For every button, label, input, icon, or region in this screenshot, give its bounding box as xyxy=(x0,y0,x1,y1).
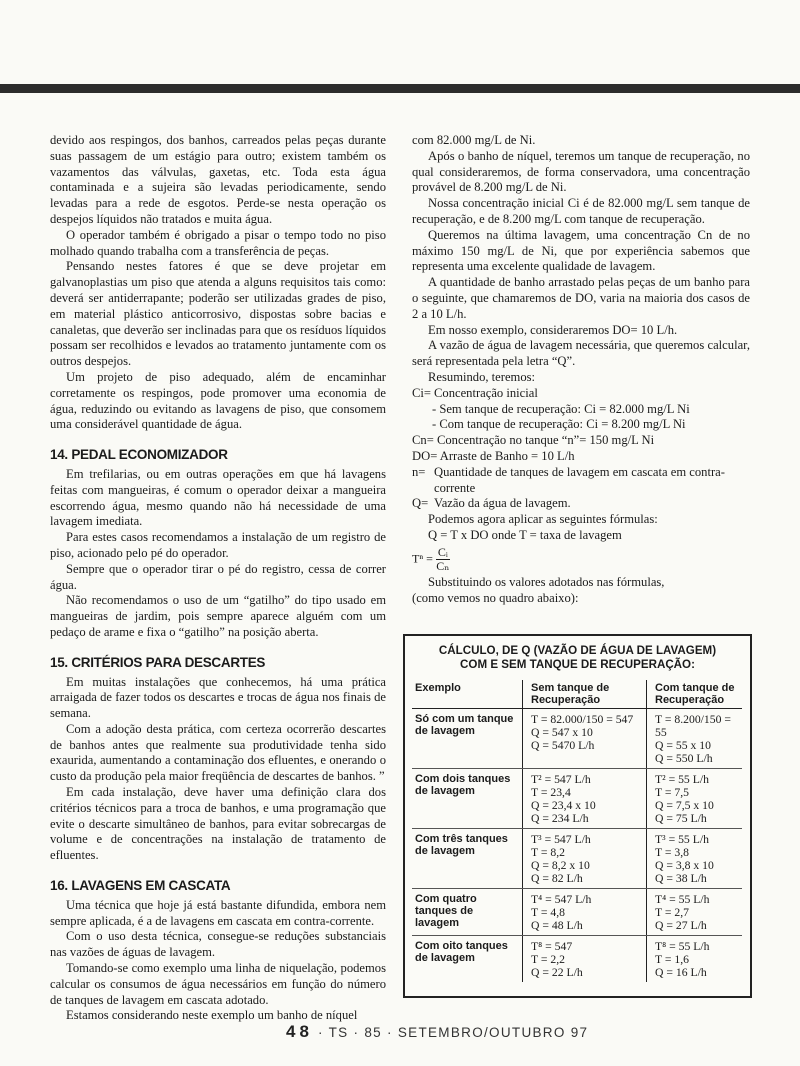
header-rule xyxy=(0,84,800,93)
cell-line: Q = 547 x 10 xyxy=(531,726,593,739)
paragraph: Nossa concentração inicial Ci é de 82.000 mg/L sem tanque de recuperação, e de 8.200 mg/L com tanque de recuperação. xyxy=(412,196,750,226)
cell-line: Q = 38 L/h xyxy=(655,872,707,885)
section-heading-15: 15. CRITÉRIOS PARA DESCARTES xyxy=(50,654,266,670)
paragraph: A vazão de água de lavagem necessária, que queremos calcular, será representada pela letra “Q”. xyxy=(412,338,750,369)
cell-com-tanque xyxy=(647,829,743,889)
column-header: Com tanque de Recuperação xyxy=(647,680,743,709)
table-row xyxy=(412,709,742,769)
paragraph: Estamos considerando neste exemplo um banho de níquel xyxy=(66,1008,358,1023)
paragraph: (como vemos no quadro abaixo): xyxy=(412,590,579,605)
calculation-table-box xyxy=(403,634,752,998)
cell-line: Q = 550 L/h xyxy=(655,752,713,765)
definition-ci-com: - Com tanque de recuperação: Ci = 8.200 mg/L Ni xyxy=(432,417,686,432)
table-row xyxy=(412,889,742,936)
paragraph: devido aos respingos, dos banhos, carreados pelas peças durante suas passagem de um estágio para outro; existem também os vazamentos das válvulas, gaxetas, etc. Toda esta água contaminada e a sujeira são levadas periodicamente, sendo levadas para a rede de esgotos. Perde-se nesta operação os despejos líquidos não tratados e muita água. xyxy=(50,133,386,226)
paragraph: Em trefilarias, ou em outras operações em que há lavagens feitas com mangueiras, é comum o operador deixar a mangueira escorrendo água, mesmo quando não há necessidade de uma lavagem imediata. xyxy=(50,466,386,529)
cell-line: T = 7,5 xyxy=(655,786,689,799)
row-label: Com três tanques de lavagem xyxy=(412,829,523,889)
paragraph: Podemos agora aplicar as seguintes fórmulas: xyxy=(428,512,658,527)
cell-line: Q = 5470 L/h xyxy=(531,739,595,752)
definition-cn: Cn= Concentração no tanque “n”= 150 mg/L Ni xyxy=(412,433,655,448)
cell-com-tanque xyxy=(647,889,743,936)
cell-sem-tanque xyxy=(523,889,647,936)
cell-line: T = 4,8 xyxy=(531,906,565,919)
cell-sem-tanque xyxy=(523,936,647,983)
definition-ci-sem: - Sem tanque de recuperação: Ci = 82.000 mg/L Ni xyxy=(432,401,690,416)
cell-com-tanque xyxy=(647,709,743,769)
paragraph: A quantidade de banho arrastado pelas peças de um banho para o seguinte, que chamaremos de DO, varia na maioria dos casos de 2 a 10 L/h. xyxy=(412,275,750,321)
issue-info: · TS · 85 · SETEMBRO/OUTUBRO 97 xyxy=(317,1025,589,1040)
cell-line: T² = 547 L/h xyxy=(531,773,591,786)
cell-line: Q = 22 L/h xyxy=(531,966,583,979)
paragraph: Sempre que o operador tirar o pé do registro, cessa de correr água. xyxy=(50,561,386,592)
cell-line: Q = 7,5 x 10 xyxy=(655,799,714,812)
paragraph: O operador também é obrigado a pisar o tempo todo no piso molhado quando trabalha com a transferência de peças. xyxy=(50,227,386,258)
paragraph: Um projeto de piso adequado, além de encaminhar corretamente os respingos, pode promover uma economia de água, reduzindo ou evitando as lavagens de piso, que consomem uma considerável quantidade de água. xyxy=(50,369,386,432)
definition-ci: Ci= Concentração inicial xyxy=(412,385,538,400)
calculation-table xyxy=(412,680,742,982)
cell-sem-tanque xyxy=(523,709,647,769)
cell-line: T = 2,7 xyxy=(655,906,689,919)
section-heading-16: 16. LAVAGENS EM CASCATA xyxy=(50,878,231,894)
formula-q: Q = T x DO onde T = taxa de lavagem xyxy=(428,527,622,542)
paragraph: Em cada instalação, deve haver uma definição clara dos critérios técnicos para a troca de banhos, e uma programação que evite o descarte simultâneo de banhos, para evitar sobrecargas de volume e de concentrações na instalação de tratamento de efluentes. xyxy=(50,785,386,863)
paragraph: Substituindo os valores adotados nas fórmulas, xyxy=(428,574,665,589)
cell-line: T = 23,4 xyxy=(531,786,571,799)
cell-line: T² = 55 L/h xyxy=(655,773,709,786)
cell-line: Q = 48 L/h xyxy=(531,919,583,932)
paragraph: Com o uso desta técnica, consegue-se reduções substanciais nas vazões de águas de lavagem. xyxy=(50,929,386,960)
cell-line: T³ = 55 L/h xyxy=(655,833,709,846)
cell-line: T = 2,2 xyxy=(531,953,565,966)
cell-line: T = 8,2 xyxy=(531,846,565,859)
cell-line: Q = 16 L/h xyxy=(655,966,707,979)
cell-line: T = 3,8 xyxy=(655,846,689,859)
cell-line: Q = 55 x 10 xyxy=(655,739,711,752)
definition-q: Q= Vazão da água de lavagem. xyxy=(412,496,571,511)
table-row xyxy=(412,829,742,889)
cell-line: Q = 8,2 x 10 xyxy=(531,859,590,872)
definition-n: n= Quantidade de tanques de lavagem em cascata em contra-corrente xyxy=(412,464,725,495)
left-column xyxy=(50,133,386,1024)
paragraph: Para estes casos recomendamos a instalação de um registro de piso, acionado pelo pé do operador. xyxy=(50,530,386,560)
cell-line: Q = 23,4 x 10 xyxy=(531,799,596,812)
paragraph: Em muitas instalações que conhecemos, há uma prática arraigada de fazer todos os descartes e trocas de água nos finais de semana. xyxy=(50,674,386,721)
right-column xyxy=(412,133,750,606)
paragraph: Após o banho de níquel, teremos um tanque de recuperação, no qual consideraremos, de forma conservadora, uma concentração provável de 8.200 mg/L de Ni. xyxy=(412,148,750,195)
cell-com-tanque xyxy=(647,769,743,829)
cell-line: T³ = 547 L/h xyxy=(531,833,591,846)
row-label: Com dois tanques de lavagem xyxy=(412,769,523,829)
cell-line: T = 8.200/150 = 55 xyxy=(655,713,731,739)
cell-line: T⁴ = 547 L/h xyxy=(531,893,592,906)
cell-line: Q = 27 L/h xyxy=(655,919,707,932)
cell-line: Q = 82 L/h xyxy=(531,872,583,885)
page-footer xyxy=(286,1022,588,1042)
row-label: Só com um tanque de lavagem xyxy=(412,709,523,769)
cell-com-tanque xyxy=(647,936,743,983)
definition-do: DO= Arraste de Banho = 10 L/h xyxy=(412,448,575,463)
cell-line: Q = 75 L/h xyxy=(655,812,707,825)
paragraph: com 82.000 mg/L de Ni. xyxy=(412,133,536,147)
column-header: Exemplo xyxy=(412,680,523,709)
page-number: 48 xyxy=(286,1022,313,1041)
table-row xyxy=(412,936,742,983)
cell-line: T⁸ = 547 xyxy=(531,940,573,953)
paragraph: Uma técnica que hoje já está bastante difundida, embora nem sempre aplicada, é a de lavagens em cascata em contra-corrente. xyxy=(50,897,386,928)
row-label: Com oito tanques de lavagem xyxy=(415,940,508,964)
paragraph: Com a adoção desta prática, com certeza ocorrerão descartes de banhos antes que realmente sua produtividade tenha sido exaurida, aumentando a contaminação dos efluentes, e onerando o custo da produção pela maior freqüência de descartes de banhos. ” xyxy=(50,721,386,784)
cell-sem-tanque xyxy=(523,769,647,829)
cell-line: T⁴ = 55 L/h xyxy=(655,893,710,906)
paragraph: Queremos na última lavagem, uma concentração Cn de no máximo 150 mg/L de Ni, que por experiência sabemos que representa uma excelente qualidade de lavagem. xyxy=(412,227,750,274)
table-title: CÁLCULO, DE Q (VAZÃO DE ÁGUA DE LAVAGEM) COM E SEM TANQUE DE RECUPERAÇÃO: xyxy=(438,644,717,671)
paragraph: Em nosso exemplo, consideraremos DO= 10 L/h. xyxy=(428,322,678,337)
cell-line: T = 1,6 xyxy=(655,953,689,966)
table-row xyxy=(412,769,742,829)
cell-sem-tanque xyxy=(523,829,647,889)
cell-line: T = 82.000/150 = 547 xyxy=(531,713,634,726)
paragraph: Tomando-se como exemplo uma linha de niquelação, podemos calcular os consumos de água necessários em função do número de tanques de lavagem em cascata adotado. xyxy=(50,961,386,1007)
paragraph: Pensando nestes fatores é que se deve projetar em galvanoplastias um piso que atenda a alguns requisitos tais como: deverá ser antiderrapante; poderão ser utilizadas grades de piso, em material plástico anticorrosivo, dispostas sobre bacias e canaletas, que deverão ser inclinadas para que os resíduos líquidos possam ser recolhidos e levados ao tratamento juntamente com os outros despejos. xyxy=(50,259,386,369)
cell-line: Q = 234 L/h xyxy=(531,812,589,825)
column-header: Sem tanque de Recuperação xyxy=(523,680,647,709)
row-label: Com quatro tanques de lavagem xyxy=(412,889,523,936)
paragraph: Resumindo, teremos: xyxy=(428,369,536,384)
cell-line: Q = 3,8 x 10 xyxy=(655,859,714,872)
paragraph: Não recomendamos o uso de um “gatilho” do tipo usado em mangueiras de jardim, pois sempre aparece alguém com um pedaço de arame e fixa o “gatilho” na posição aberta. xyxy=(50,593,386,639)
formula-t: Tⁿ = $\frac{\text{Cᵢ}}{\text{Cₙ}}$ xyxy=(412,544,450,573)
section-heading-14: 14. PEDAL ECONOMIZADOR xyxy=(50,447,228,463)
cell-line: T⁸ = 55 L/h xyxy=(655,940,710,953)
